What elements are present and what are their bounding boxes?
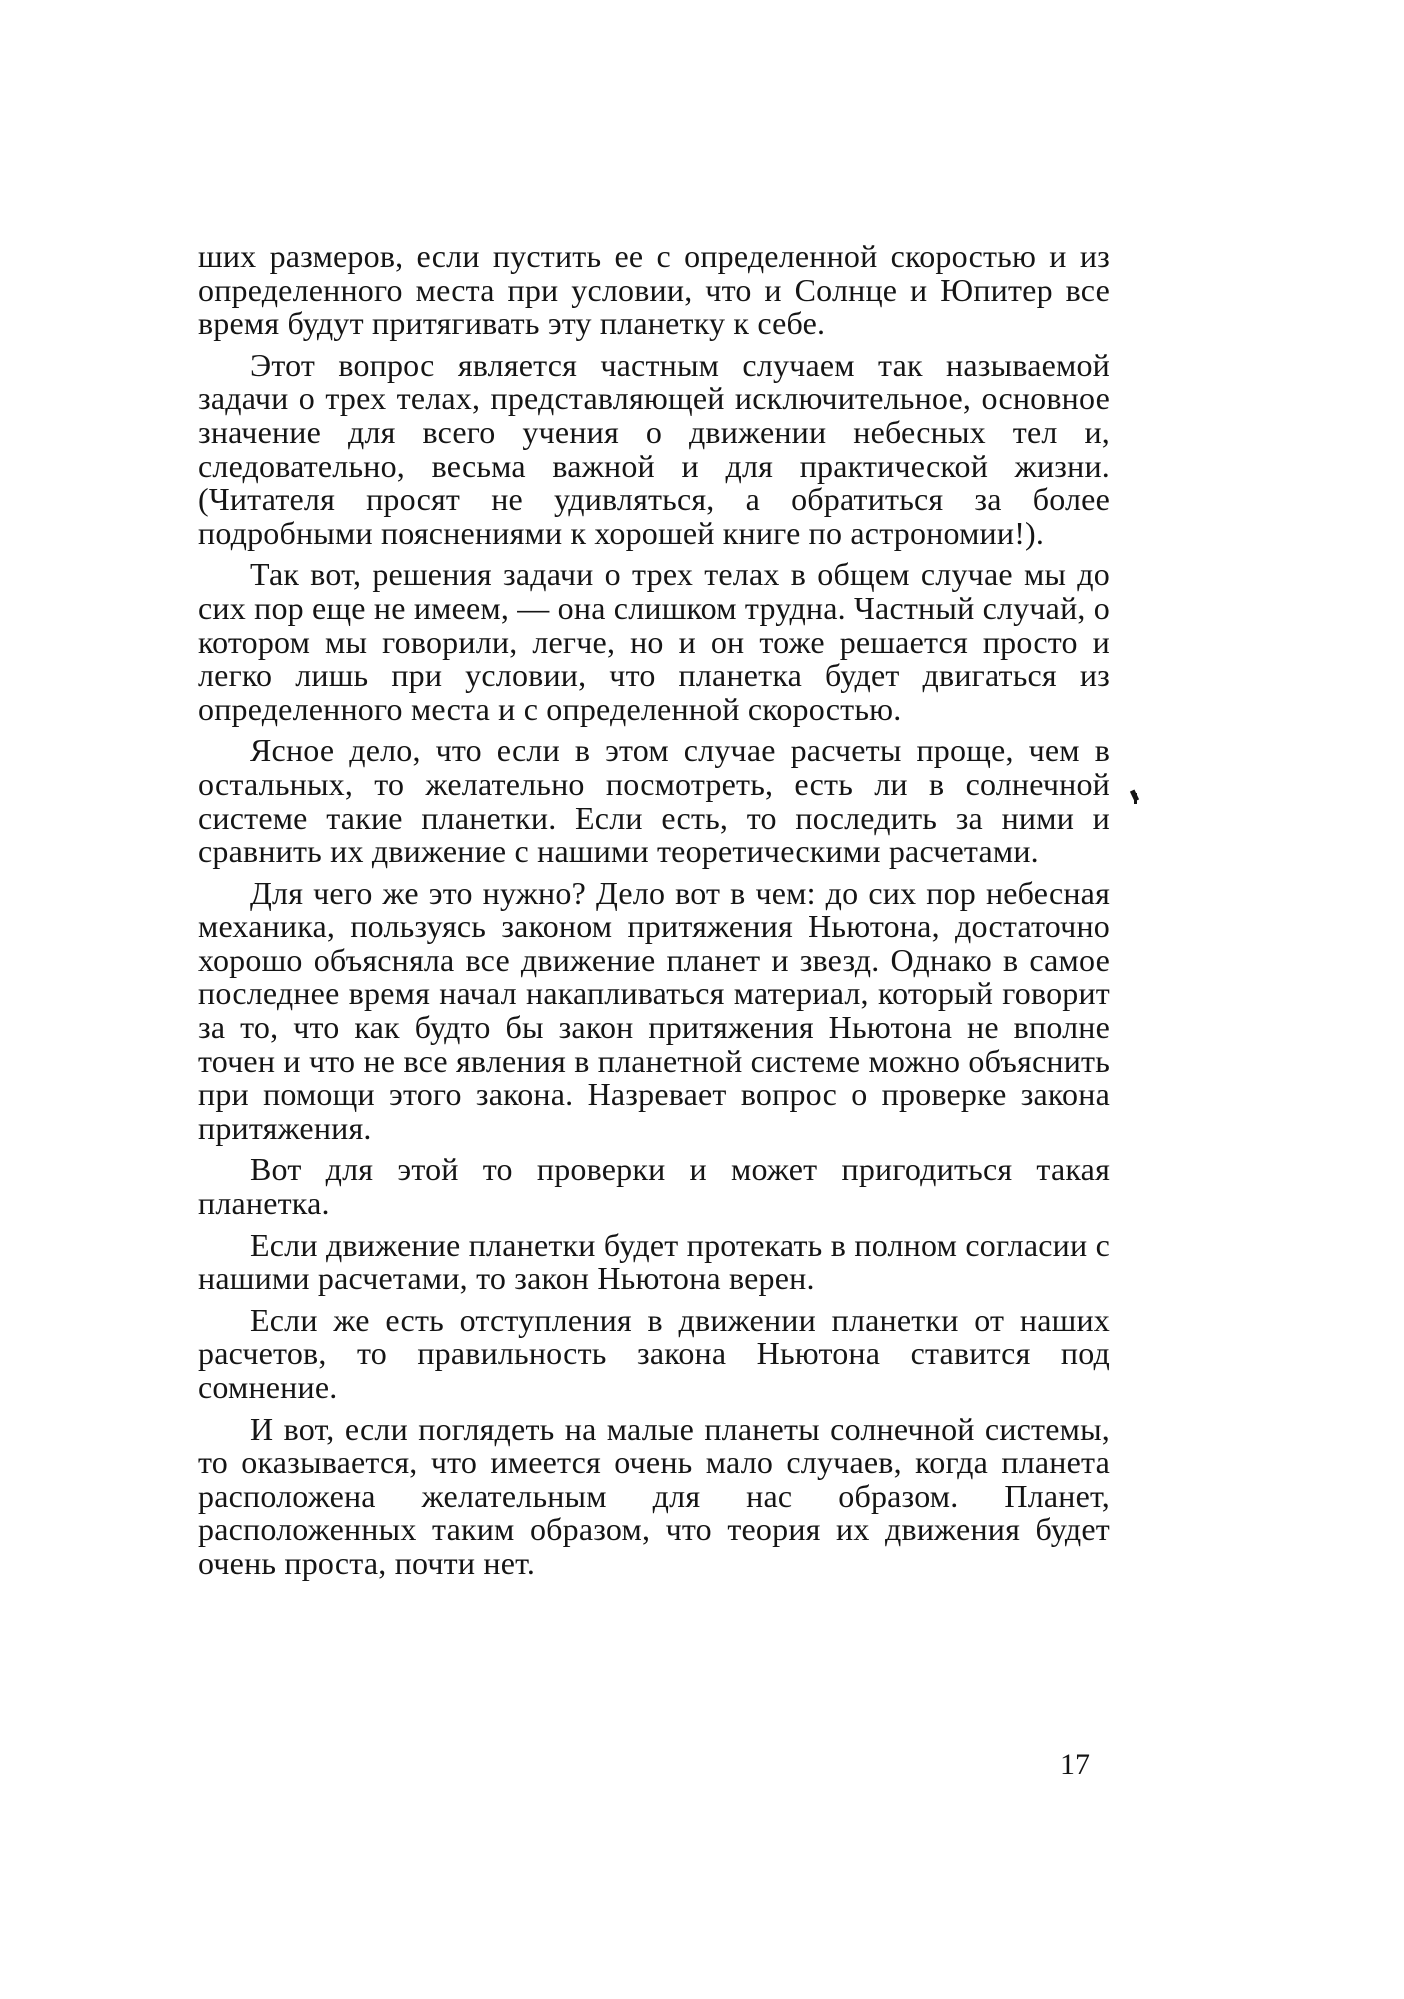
ink-speck [1135, 793, 1137, 795]
paragraph-8: Если же есть отступления в движении планетки от наших расчетов, то правильность закона Ньютона ставится под сомнение. [198, 1301, 1110, 1405]
paragraph-1: ших размеров, если пустить ее с определенной скоростью и из определенного места при условии, что и Солнце и Юпитер все время будут притягивать эту планетку к себе. [198, 238, 1110, 342]
paragraph-5: Для чего же это нужно? Дело вот в чем: до сих пор небесная механика, пользуясь законом притяжения Ньютона, достаточно хорошо объясняла все движение планет и звезд. Однако в самое последнее время начал накапливаться материал, который говорит за то, что как будто бы закон притяжения Ньютона не вполне точен и что не все явления в планетной системе можно объяснить при помощи этого закона. Назревает вопрос о проверке закона притяжения. [198, 874, 1110, 1146]
paragraph-2: Этот вопрос является частным случаем так называемой задачи о трех телах, представляющей исключительное, основное значение для всего учения о движении небесных тел и, следовательно, весьма важной и для практической жизни. (Читателя просят не удивляться, а обратиться за более подробными пояснениями к хорошей книге по астрономии!). [198, 346, 1110, 551]
paragraph-6: Вот для этой то проверки и может пригодиться такая планетка. [198, 1151, 1110, 1222]
page-text [198, 240, 1110, 1589]
ink-speck [1134, 797, 1137, 804]
paragraph-3: Так вот, решения задачи о трех телах в общем случае мы до сих пор еще не имеем, — она слишком трудна. Частный случай, о котором мы говорили, легче, но и он тоже решается просто и легко лишь при условии, что планетка будет двигаться из определенного места и с определенной скоростью. [198, 556, 1110, 727]
page-number: 17 [1060, 1748, 1090, 1781]
paragraph-9: И вот, если поглядеть на малые планеты солнечной системы, то оказывается, что имеется очень мало случаев, когда планета расположена желательным для нас образом. Планет, расположенных таким образом, что теория их движения будет очень проста, почти нет. [198, 1410, 1110, 1581]
paragraph-7: Если движение планетки будет протекать в полном согласии с нашими расчетами, то закон Ньютона верен. [198, 1226, 1110, 1297]
paragraph-4: Ясное дело, что если в этом случае расчеты проще, чем в остальных, то желательно посмотреть, есть ли в солнечной системе такие планетки. Если есть, то последить за ними и сравнить их движение с нашими теоретическими расчетами. [198, 732, 1110, 870]
